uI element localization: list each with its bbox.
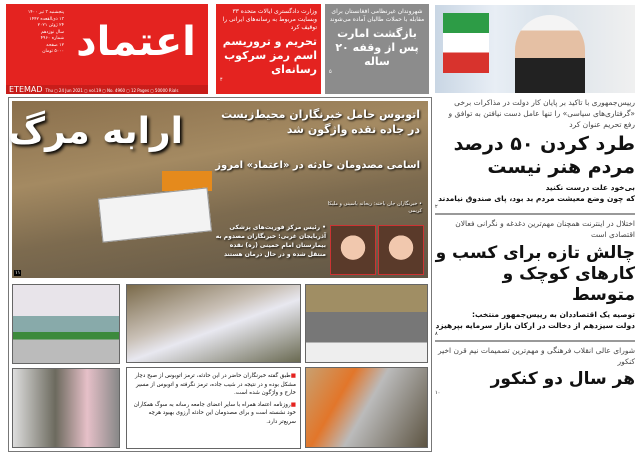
- divider: [435, 213, 635, 215]
- story-subhead: توصیه یک اقتصاددان به رییس‌جمهور منتخب:: [471, 310, 635, 319]
- logo: اعتماد: [76, 19, 196, 65]
- page-number: ۲: [435, 204, 438, 210]
- story-subhead: دولت سیزدهم از دخالت در ارکان بازار سرمایه بپرهیزد: [435, 321, 635, 330]
- page-number: ۵: [329, 69, 332, 75]
- subtitle-line: در جاده نقده واژگون شد: [286, 123, 420, 136]
- main-subtitle: [212, 107, 420, 137]
- hospital-hall-photo: [12, 368, 120, 448]
- photo-caption: • رئیس مرکز فوریت‌های پزشکی آذربایجان غربی: خبرنگاران مصدوم به بیمارستان امام خمینی (ره) نقده منتقل شده و در حال درمان هستند: [215, 224, 326, 258]
- masthead-strip: [6, 85, 208, 94]
- story-body-box: ■طبق گفته خبرنگاران حاضر در این حادثه، ترمز اتوبوس از صبح دچار مشکل بوده و در نتیجه در شیب جاده، ترمز نگرفته و اتوبوس از مسیر خارج و واژگون شده است. ■روزنامه اعتماد همراه با سایر اعضای جامعه رسانه به سوگ همکاران خود نشسته است و برای مصدومان این حادثه آرزوی بهبود هرچه سریع‌تر دارد.: [126, 367, 301, 449]
- page-number: ۸: [435, 331, 438, 337]
- masthead: [6, 4, 208, 94]
- red-teaser-box[interactable]: [216, 4, 321, 94]
- issue-date-info: [10, 10, 64, 56]
- page-number: ۱۰: [435, 390, 441, 396]
- date-line: ۱۳ ذی‌القعده ۱۴۴۲: [29, 16, 64, 22]
- main-subtitle-victims: اسامی مصدومان حادثه در «اعتماد» امروز: [215, 160, 420, 171]
- right-column: [435, 97, 635, 396]
- gray-teaser-box[interactable]: [325, 4, 429, 94]
- teaser-headline: بازگشت امارت پس از وقفه ۲۰ ساله: [335, 27, 419, 68]
- date-line: ۵۰۰۰ تومان: [42, 49, 64, 54]
- hospital-photo: [12, 284, 120, 364]
- story-subhead: که چون وضع معیشت مردم بد بود، پای صندوق نیامدند: [438, 194, 635, 203]
- date-line: ۱۲ صفحه: [46, 42, 64, 48]
- page-number: ۴: [220, 77, 223, 83]
- news-story[interactable]: [435, 97, 635, 210]
- faces-caption: • خبرنگاران جان باخته: ریحانه یاسینی و ملیکا کریمی: [327, 201, 422, 214]
- story-kicker: اختلال در اینترنت همچنان مهم‌ترین دغدغه و نگرانی فعالان اقتصادی است: [455, 219, 635, 239]
- rescue-photo: [126, 284, 301, 363]
- story-kicker: شورای عالی انقلاب فرهنگی و مهم‌ترین تصمیمات نیم قرن اخیر کنکور: [438, 346, 635, 366]
- ambulance-photo: [305, 284, 428, 363]
- strip-info: Thu ◻ 24 Jun 2021 ◻ vol.19 ◻ No. 4960 ◻ 12 Pages ◻ 50000 Rials: [45, 88, 179, 93]
- subtitle-line: اتوبوس حامل خبرنگاران محیط‌زیست: [221, 108, 420, 121]
- teaser-kicker: شهروندان غیرنظامی افغانستان برای مقابله با حملات طالبان آماده می‌شوند: [329, 8, 425, 23]
- teaser-headline: تحریم و تروریسم اسم رمز سرکوب رسانه‌ای: [222, 35, 317, 76]
- news-story[interactable]: [435, 218, 635, 337]
- date-line: ۲۴ ژوئن ۲۰۲۱: [37, 23, 64, 28]
- date-line: سال نوزدهم: [41, 29, 64, 35]
- story-kicker: رییس‌جمهوری با تاکید بر پایان کار دولت در مذاکرات برخی «گرفتاری‌های سیاسی» را تنها عامل دست نیافتن به توافق و رفع تحریم عنوان کرد: [448, 98, 635, 129]
- strip-name: ETEMAD: [9, 85, 43, 94]
- page-number: ۱۱: [15, 270, 21, 276]
- date-line: پنجشنبه ۳ تیر ۱۴۰۰: [27, 10, 64, 15]
- story-headline: هر سال دو کنکور: [490, 369, 635, 389]
- victim-portrait: [330, 225, 376, 275]
- teaser-kicker: وزارت دادگستری ایالات متحده ۳۳ وبسایت مربوط به رسانه‌های ایرانی را توقیف کرد: [222, 8, 317, 31]
- iran-flag-image: [443, 13, 489, 73]
- person-image: [515, 15, 585, 93]
- body-paragraph: روزنامه اعتماد همراه با سایر اعضای جامعه رسانه به سوگ همکاران خود نشسته است و برای مصدومان این حادثه آرزوی بهبود هرچه سریع‌تر دارد.: [133, 401, 296, 425]
- president-photo: [435, 5, 635, 93]
- story-headline: طرد کردن ۵۰ درصد مردم هنر نیست: [453, 133, 635, 178]
- story-headline: چالش تازه برای کسب و کارهای کوچک و متوسط: [435, 243, 635, 305]
- victim-portrait: [378, 225, 424, 275]
- divider: [435, 340, 635, 342]
- overturned-bus-image: [98, 187, 212, 242]
- date-line: شماره ۴۹۶۰: [40, 36, 64, 41]
- story-subhead: بی‌خود علت درست نکنید: [545, 183, 635, 192]
- body-paragraph: طبق گفته خبرنگاران حاضر در این حادثه، ترمز اتوبوس از صبح دچار مشکل بوده و در نتیجه در شیب جاده، ترمز نگرفته و اتوبوس از مسیر خارج و واژگون شده است.: [134, 373, 296, 397]
- bus-accident-photo[interactable]: [8, 101, 428, 278]
- news-story[interactable]: [435, 345, 635, 396]
- accident-scene-photo: [305, 367, 428, 448]
- main-headline: ارابه مرگ: [8, 111, 183, 152]
